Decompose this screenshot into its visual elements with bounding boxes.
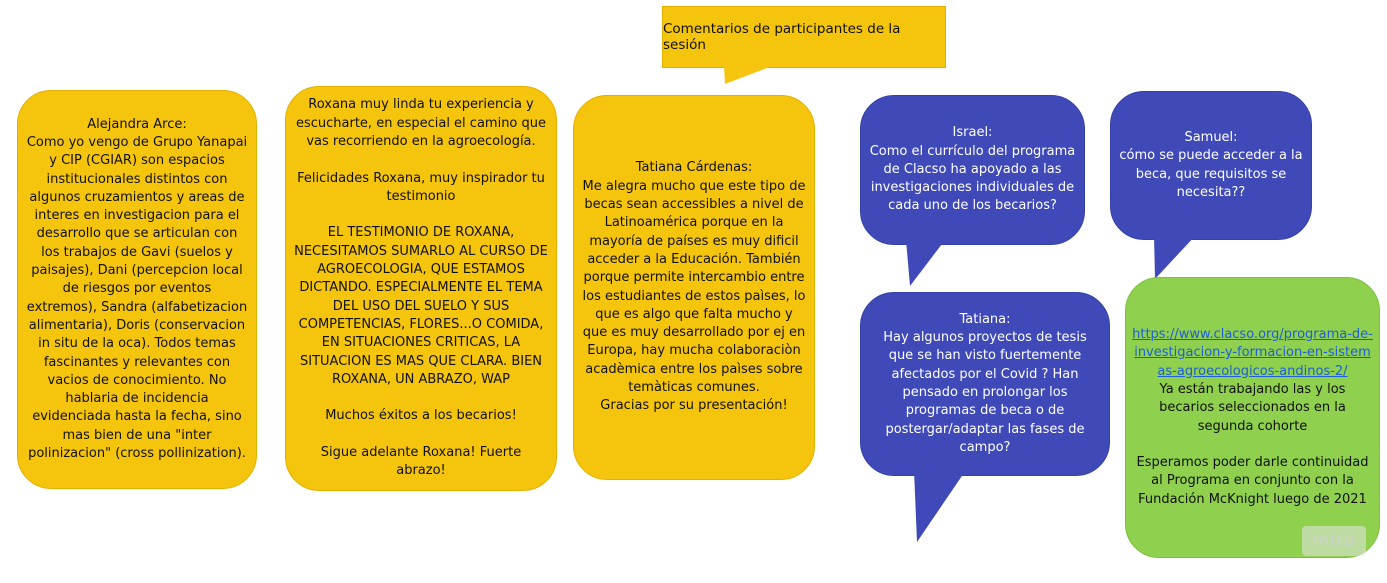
clacso-program-link[interactable]: https://www.clacso.org/programa-de-investigacion-y-formacion-en-sistemas-agroecologicos-andinos-2/ [1132,327,1373,379]
comment-text-tatiana-cardenas: Tatiana Cárdenas: Me alegra mucho que este tipo de becas sean accessibles a nivel de Latinoamérica porque en la mayoría de países es muy dificil acceder a la Educación. También porque permite intercambio entre los estudiantes de estos paìses, lo que es algo que falta mucho y que es muy desarrollado por ej en Europa, hay mucha colaboraciòn acadèmica entre los paìses sobre temàticas comunes. Gracias por su presentación! [582,160,806,414]
comment-text-roxana: Roxana muy linda tu experiencia y escucharte, en especial el camino que vas recorriendo en la agroecología. Felicidades Roxana, muy inspirador tu testimonio EL TESTIMONIO DE ROXANA, NECESITAMOS SUMARLO AL CURSO DE AGROECOLOGIA, QUE ESTAMOS DICTANDO. ESPECIALMENTE EL TEMA DEL USO DEL SUELO Y SUS COMPETENCIAS, FLORES...O COMIDA, EN SITUACIONES CRITICAS, LA SITUACION ES MAS QUE CLARA. BIEN ROXANA, UN ABRAZO, WAP Muchos éxitos a los becarios! Sigue adelante Roxana! Fuerte abrazo! [294,97,548,479]
comment-note-alejandra[interactable] [17,90,257,489]
answer-text: Ya están trabajando las y los becarios seleccionados en la segunda cohorte Esperamos poder darle continuidad al Programa en conjunto con la Fundación McKnight luego de 2021 [1136,381,1369,507]
header-text: Comentarios de participantes de la sesión [663,21,901,53]
watermark-text: miro [1312,531,1356,551]
israel-bubble-tail [900,240,950,288]
question-bubble-israel[interactable] [860,95,1085,245]
question-bubble-tatiana[interactable] [860,292,1110,476]
question-text-israel: Israel: Como el currículo del programa de Clacso ha apoyado a las investigaciones individuales de cada uno de los becarios? [869,125,1076,214]
comment-note-tatiana-cardenas[interactable] [573,95,815,480]
comment-text-alejandra: Alejandra Arce: Como yo vengo de Grupo Yanapai y CIP (CGIAR) son espacios institucionales distintos con algunos cruzamientos y areas de interes en investigacion para el desarrollo que se articulan con los trabajos de Gavi (suelos y paisajes), Dani (percepcion local de riesgos por eventos extremos), Sandra (alfabetizacion alimentaria), Doris (conservacion in situ de la oca). Todos temas fascinantes y relevantes con vacios de conocimiento. No hablaria de incidencia evidenciada hasta la fecha, sino mas bien de una "inter polinizacion" (cross pollinization). [26,116,248,462]
tatiana-bubble-tail [912,470,968,544]
question-bubble-samuel[interactable] [1110,91,1312,240]
comment-note-roxana[interactable] [285,86,557,491]
header-bubble-tail [724,66,784,86]
question-text-samuel: Samuel: cómo se puede acceder a la beca, que requisitos se necesita?? [1119,129,1303,200]
answer-note-clacso[interactable] [1125,277,1380,558]
miro-watermark-logo [1302,526,1366,556]
samuel-bubble-tail [1150,235,1200,281]
question-text-tatiana: Tatiana: Hay algunos proyectos de tesis que se han visto fuertemente afectados por el Covid ? Han pensado en prolongar los programas de beca o de postergar/adaptar las fases de campo? [883,311,1087,455]
session-comments-header [662,6,946,68]
